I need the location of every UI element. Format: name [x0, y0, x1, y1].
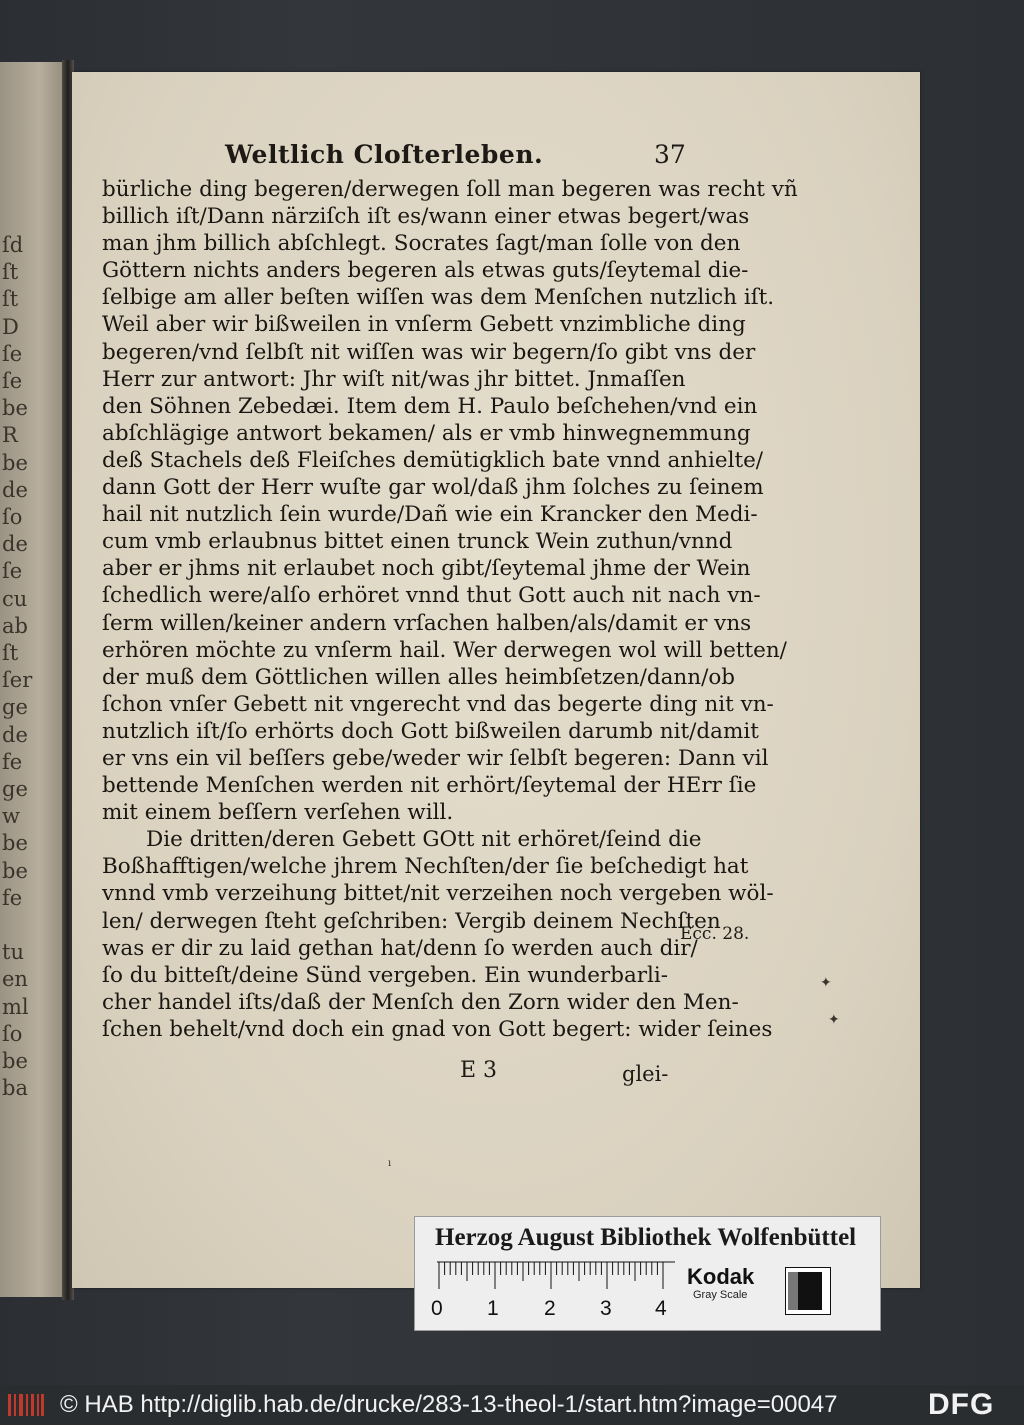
footer-copyright-link[interactable]: © HAB http://diglib.hab.de/drucke/283-13-theol-1/start.htm?image=00047	[60, 1391, 838, 1418]
text-line: abſchlägige antwort bekamen/ als er vmb hinwegnemmung	[102, 420, 751, 446]
text-line: erhören möchte zu vnſerm hail. Wer derwegen wol will betten/	[102, 637, 787, 663]
ruler-label: 1	[487, 1297, 499, 1320]
text-line: ſerm willen/keiner andern vrſachen halben/als/damit er vns	[102, 610, 752, 636]
text-line: ſchedlich were/alſo erhöret vnnd thut Gott auch nit nach vn-	[102, 583, 761, 609]
text-line: Göttern nichts anders begeren als etwas guts/ſeytemal die-	[102, 258, 749, 284]
text-line: den Söhnen Zebedæi. Item dem H. Paulo beſchehen/vnd ein	[102, 393, 758, 419]
text-line: dann Gott der Herr wuſte gar wol/daß jhm ſolches zu ſeinem	[102, 475, 764, 501]
library-name: Herzog August Bibliothek Wolfenbüttel	[435, 1224, 857, 1251]
text-line: mit einem beſſern verſehen will.	[102, 800, 454, 826]
text-line: Weil aber wir bißweilen in vnſerm Gebett vnzimbliche ding	[102, 312, 746, 338]
text-line: vnnd vmb verzeihung bittet/nit verzeihen noch vergeben wöl-	[102, 881, 774, 907]
text-line: ſchon vnſer Gebett nit vngerecht vnd das begerte ding nit vn-	[102, 691, 774, 717]
gray-scale-label: Gray Scale	[693, 1289, 748, 1301]
text-line: Herr zur antwort: Jhr wiſt nit/was jhr bittet. Jnmaſſen	[102, 366, 686, 392]
text-line: cum vmb erlaubnus bittet einen trunck Wein zuthun/vnnd	[102, 529, 733, 555]
ruler-label: 0	[431, 1297, 443, 1320]
text-line: deß Stachels deß Fleiſches demütigklich bate vnnd anhielte/	[102, 447, 764, 473]
page-number: 37	[654, 140, 686, 169]
measurement-ruler	[437, 1261, 675, 1291]
ruler-label: 3	[600, 1297, 612, 1320]
text-line: der muß dem Göttlichen willen alles heimbſetzen/dann/ob	[102, 664, 736, 690]
text-line: aber er jhms nit erlaubet noch gibt/ſeytemal jhme der Wein	[102, 556, 751, 582]
text-line: bürliche ding begeren/derwegen ſoll man begeren was recht vñ	[102, 177, 798, 202]
ink-speck: ✦	[820, 975, 832, 991]
dfg-logo: DFG	[928, 1388, 995, 1421]
gray-scale-patch	[785, 1267, 831, 1315]
ruler-label: 4	[655, 1297, 667, 1320]
text-line: ſchen behelt/vnd doch ein gnad von Gott begert: wider ſeines	[102, 1016, 773, 1042]
running-head: Weltlich Cloſterleben.	[225, 140, 544, 169]
margin-note: Ecc. 28.	[680, 924, 750, 944]
barcode-icon	[6, 1391, 46, 1419]
kodak-logo: Kodak	[687, 1264, 755, 1289]
text-line: begeren/vnd ſelbſt nit wiſſen was wir begern/ſo gibt vns der	[102, 339, 756, 365]
text-line: Die dritten/deren Gebett GOtt nit erhöret/ſeind die	[146, 827, 702, 853]
text-line: Boßhafftigen/welche jhrem Nechſten/der ſie beſchedigt hat	[102, 854, 749, 880]
text-line: billich iſt/Dann närziſch iſt es/wann einer etwas begert/was	[102, 204, 750, 230]
text-line: hail nit nutzlich ſein wurde/Dañ wie ein Krancker den Medi-	[102, 502, 758, 528]
reference-card	[414, 1216, 881, 1331]
text-line: was er dir zu laid gethan hat/denn ſo werden auch dir/	[102, 935, 698, 961]
text-line: cher handel iſts/daß der Menſch den Zorn wider den Men-	[102, 989, 739, 1015]
ink-speck: ı	[388, 1158, 392, 1169]
text-line: len/ derwegen ſteht geſchriben: Vergib deinem Nechſten	[102, 908, 721, 934]
text-line: nutzlich iſt/ſo erhörts doch Gott bißweilen darumb nit/damit	[102, 718, 759, 744]
text-line: ſo du bitteſt/deine Sünd vergeben. Ein wunderbarli-	[102, 962, 669, 988]
text-line: er vns ein vil beſſers gebe/weder wir ſelbſt begeren: Dann vil	[102, 745, 769, 771]
text-line: man jhm billich abſchlegt. Socrates ſagt/man ſolle von den	[102, 231, 741, 257]
left-page-text-fragments: ſd ſt ſt D ſe ſe be R be de ſo de ſe cu ab ſt ſer ge de fe ge w be be fe tu en ml ſo be ba	[2, 233, 33, 1101]
ruler-label: 2	[544, 1297, 556, 1320]
text-line: bettende Menſchen werden nit erhört/ſeytemal der HErr ſie	[102, 773, 757, 799]
catchword: glei-	[622, 1062, 669, 1086]
footer-bar	[0, 1385, 1024, 1425]
text-line: ſelbige am aller beſten wiſſen was dem Menſchen nutzlich iſt.	[102, 285, 775, 311]
signature-mark: E 3	[460, 1058, 498, 1083]
ink-speck: ✦	[828, 1012, 840, 1028]
